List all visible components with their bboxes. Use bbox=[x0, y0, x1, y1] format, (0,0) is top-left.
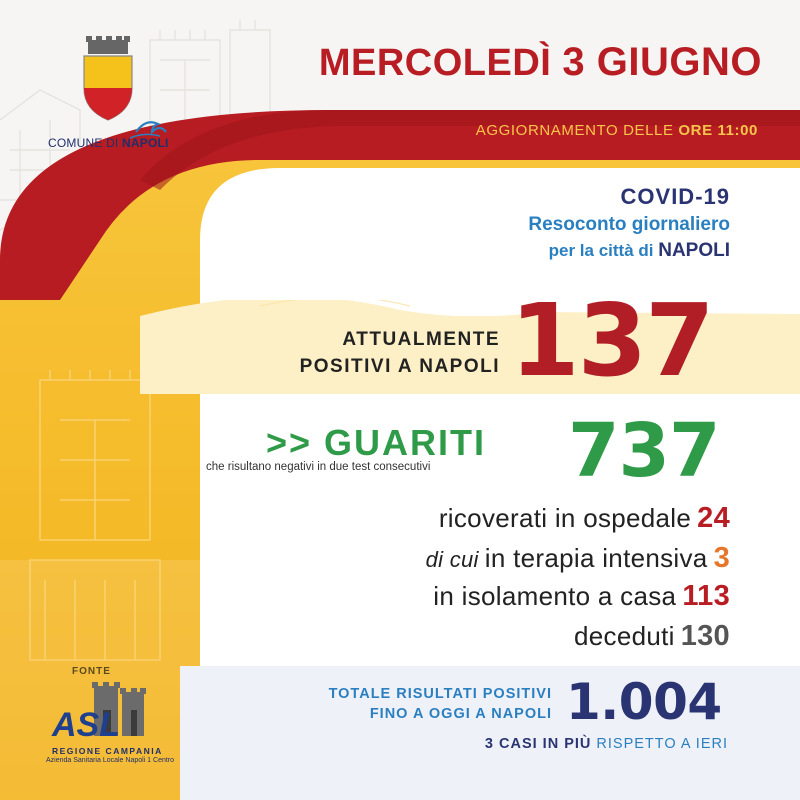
page-title bbox=[262, 40, 762, 85]
positivi-value: 137 bbox=[510, 282, 713, 399]
report-line3: per la città di NAPOLI bbox=[548, 240, 730, 261]
asl-logo bbox=[46, 680, 156, 746]
title-weekday: MERCOLEDÌ bbox=[318, 42, 552, 84]
stat-ricoverati: ricoverati in ospedale 24 bbox=[438, 502, 730, 534]
asl-subtitle: Azienda Sanitaria Locale Napoli 1 Centro bbox=[46, 757, 175, 764]
comune-napoli-text: COMUNE DI NAPOLI bbox=[48, 136, 169, 150]
guariti-subtitle: che risultano negativi in due test consecutivi bbox=[206, 461, 431, 473]
report-heading bbox=[528, 184, 730, 262]
positivi-label: ATTUALMENTE POSITIVI A NAPOLI bbox=[299, 329, 500, 377]
stat-terapia-intensiva: di cui in terapia intensiva 3 bbox=[425, 542, 730, 574]
fonte-label: FONTE bbox=[72, 666, 111, 677]
stat-deceduti: deceduti 130 bbox=[574, 620, 730, 652]
report-line1: COVID-19 bbox=[620, 184, 730, 209]
guariti-label: >> GUARITI bbox=[266, 422, 487, 463]
svg-text:ASL: ASL bbox=[52, 706, 120, 744]
title-date: 3 GIUGNO bbox=[562, 40, 762, 84]
asl-region: REGIONE CAMPANIA bbox=[52, 746, 163, 756]
report-line2: Resoconto giornaliero bbox=[528, 214, 730, 235]
totale-value: 1.004 bbox=[566, 673, 722, 731]
totale-label: TOTALE RISULTATI POSITIVI FINO A OGGI A NAPOLI bbox=[328, 686, 552, 722]
update-time: AGGIORNAMENTO DELLE ORE 11:00 bbox=[475, 122, 758, 139]
totale-increase: 3 CASI IN PIÙ RISPETTO A IERI bbox=[484, 736, 728, 752]
guariti-value: 737 bbox=[568, 408, 720, 494]
stat-isolamento: in isolamento a casa 113 bbox=[433, 580, 730, 612]
